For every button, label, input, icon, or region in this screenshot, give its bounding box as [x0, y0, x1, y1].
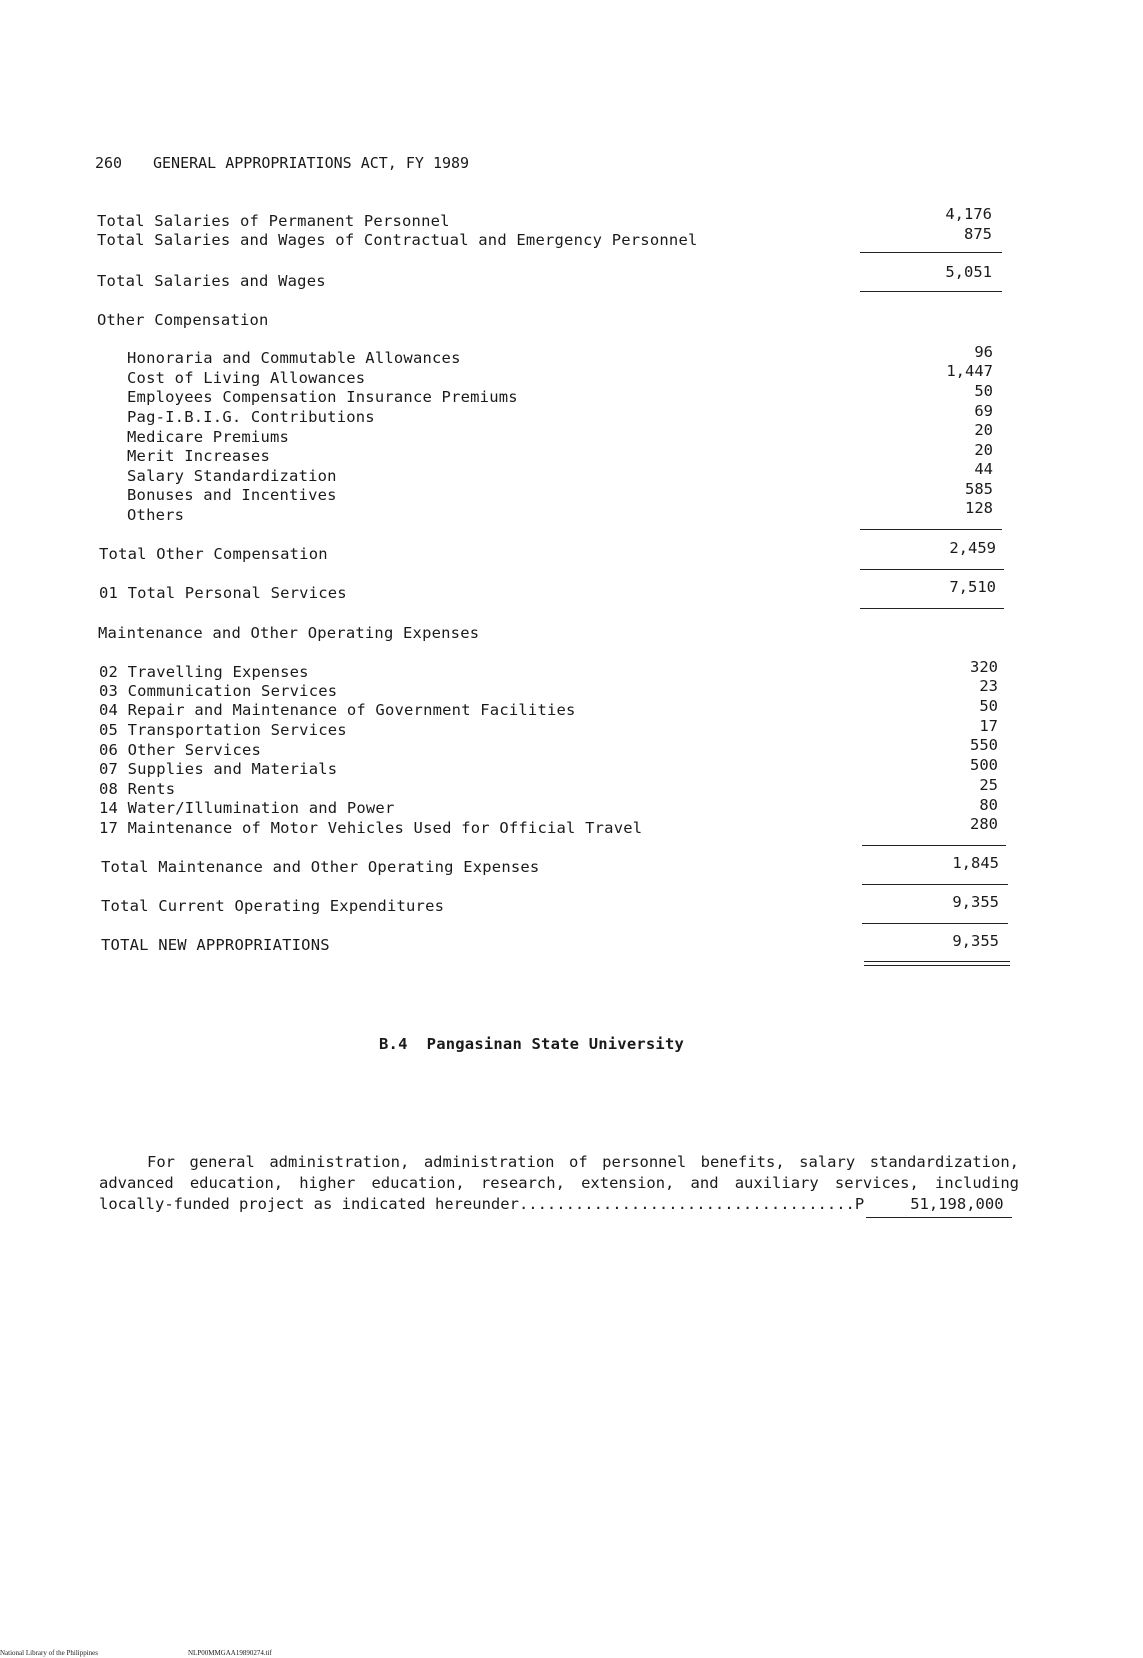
- list-item-label: Salary Standardization: [127, 467, 337, 485]
- list-item-value: 550: [970, 736, 998, 754]
- list-item-label: 06 Other Services: [99, 741, 262, 759]
- list-item-label: Merit Increases: [127, 447, 270, 465]
- total-salaries-value: 5,051: [945, 263, 992, 281]
- divider: [860, 608, 1004, 609]
- list-item-value: 280: [970, 815, 998, 833]
- divider: [862, 884, 1008, 885]
- list-item-value: 17: [979, 717, 998, 735]
- paragraph-text: For general administration, administration of personnel benefits, salary standardization, advanced education, higher education, research, extension, and auxiliary services, including locally-funded project as indicated hereunder: [99, 1153, 1019, 1213]
- list-item-value: 50: [979, 697, 998, 715]
- double-rule-bottom: [864, 965, 1010, 966]
- divider: [862, 923, 1008, 924]
- contractual-salaries-label: Total Salaries and Wages of Contractual and Emergency Personnel: [97, 231, 698, 249]
- total-other-compensation-label: Total Other Compensation: [99, 545, 328, 563]
- new-appropriations-label: TOTAL NEW APPROPRIATIONS: [101, 936, 330, 954]
- divider: [860, 529, 1002, 530]
- page-title: GENERAL APPROPRIATIONS ACT, FY 1989: [153, 154, 470, 172]
- list-item-label: 02 Travelling Expenses: [99, 663, 309, 681]
- permanent-salaries-label: Total Salaries of Permanent Personnel: [97, 212, 450, 230]
- list-item-value: 585: [965, 480, 993, 498]
- list-item-label: 17 Maintenance of Motor Vehicles Used for Official Travel: [99, 819, 643, 837]
- list-item-value: 25: [979, 776, 998, 794]
- current-operating-value: 9,355: [952, 893, 999, 911]
- current-operating-label: Total Current Operating Expenditures: [101, 897, 445, 915]
- list-item-value: 80: [979, 796, 998, 814]
- divider: [862, 845, 1006, 846]
- list-item-value: 96: [974, 343, 993, 361]
- divider: [860, 252, 1002, 253]
- list-item-label: 04 Repair and Maintenance of Government Facilities: [99, 701, 576, 719]
- list-item-label: Pag-I.B.I.G. Contributions: [127, 408, 375, 426]
- list-item-value: 69: [974, 402, 993, 420]
- list-item-value: 20: [974, 421, 993, 439]
- personal-services-value: 7,510: [949, 578, 996, 596]
- total-amount: 51,198,000: [910, 1195, 1004, 1213]
- list-item-label: Medicare Premiums: [127, 428, 290, 446]
- divider: [860, 291, 1002, 292]
- section-title: B.4 Pangasinan State University: [379, 1035, 685, 1053]
- total-other-compensation-value: 2,459: [949, 539, 996, 557]
- footer-library: National Library of the Philippines: [0, 1649, 98, 1657]
- list-item-label: 08 Rents: [99, 780, 176, 798]
- list-item-value: 50: [974, 382, 993, 400]
- mooe-heading: Maintenance and Other Operating Expenses: [98, 624, 480, 642]
- list-item-value: 320: [970, 658, 998, 676]
- list-item-value: 128: [965, 499, 993, 517]
- list-item-label: Cost of Living Allowances: [127, 369, 366, 387]
- total-mooe-label: Total Maintenance and Other Operating Expenses: [101, 858, 540, 876]
- personal-services-label: 01 Total Personal Services: [99, 584, 347, 602]
- list-item-value: 500: [970, 756, 998, 774]
- list-item-value: 20: [974, 441, 993, 459]
- double-rule-top: [864, 961, 1010, 962]
- leader-dots: ....................................P: [518, 1195, 865, 1213]
- amount-underline: [866, 1217, 1012, 1218]
- list-item-label: Others: [127, 506, 185, 524]
- total-salaries-label: Total Salaries and Wages: [97, 272, 326, 290]
- page-number: 260: [95, 154, 123, 172]
- new-appropriations-value: 9,355: [952, 932, 999, 950]
- footer-file: NLP00MMGAA19890274.tif: [188, 1649, 272, 1657]
- section-paragraph: [99, 1152, 1019, 1215]
- list-item-value: 1,447: [946, 362, 993, 380]
- list-item-label: 07 Supplies and Materials: [99, 760, 338, 778]
- permanent-salaries-value: 4,176: [945, 205, 992, 223]
- other-compensation-heading: Other Compensation: [97, 311, 269, 329]
- list-item-label: 14 Water/Illumination and Power: [99, 799, 395, 817]
- list-item-label: 05 Transportation Services: [99, 721, 347, 739]
- list-item-label: 03 Communication Services: [99, 682, 338, 700]
- total-mooe-value: 1,845: [952, 854, 999, 872]
- divider: [860, 569, 1004, 570]
- list-item-value: 23: [979, 677, 998, 695]
- list-item-label: Employees Compensation Insurance Premiums: [127, 388, 518, 406]
- list-item-label: Bonuses and Incentives: [127, 486, 337, 504]
- list-item-label: Honoraria and Commutable Allowances: [127, 349, 461, 367]
- list-item-value: 44: [974, 460, 993, 478]
- contractual-salaries-value: 875: [964, 225, 992, 243]
